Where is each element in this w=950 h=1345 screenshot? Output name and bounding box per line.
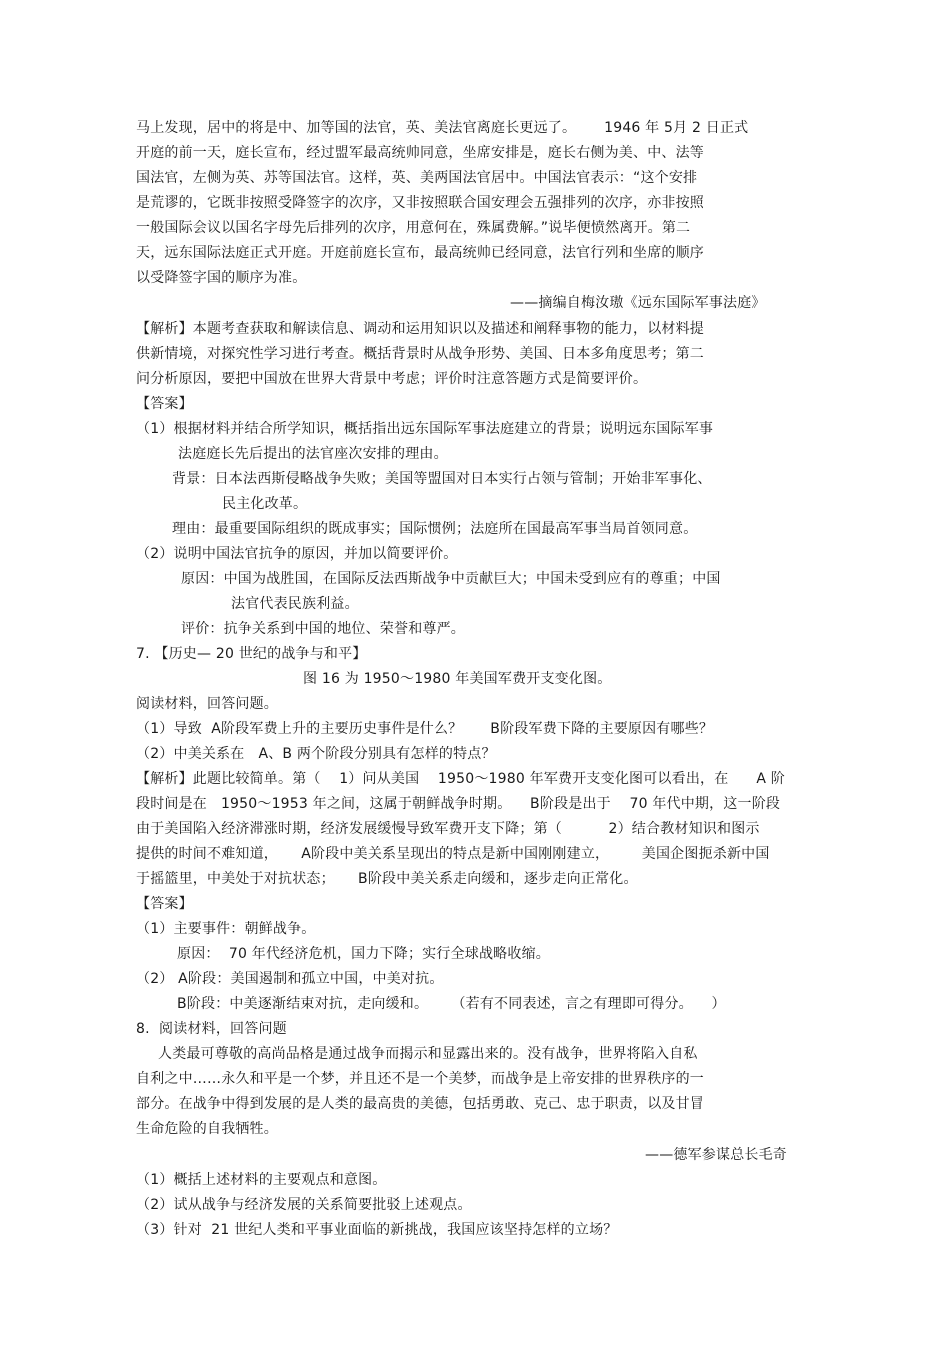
answer-line: 理由：最重要国际组织的既成事实；国际惯例；法庭所在国最高军事当局首领同意。 xyxy=(172,521,698,537)
attribution: ——摘编自梅汝璈《远东国际军事法庭》 xyxy=(510,295,766,311)
answer-line: （1）主要事件：朝鲜战争。 xyxy=(136,921,316,937)
text-line: 提供的时间不难知道， A阶段中美关系呈现出的特点是新中国刚刚建立， 美国企图扼杀新中国 xyxy=(136,846,770,862)
text-line: 段时间是在 1950～1953 年之间，这属于朝鲜战争时期。 B阶段是出于 70 年代中期，这一阶段 xyxy=(136,796,781,812)
section-label: 【答案】 xyxy=(136,396,193,412)
answer-line: 背景：日本法西斯侵略战争失败；美国等盟国对日本实行占领与管制；开始非军事化、 xyxy=(172,471,712,487)
text-line: 部分。在战争中得到发展的是人类的最高贵的美德，包括勇敢、克己、忠于职责，以及甘冒 xyxy=(136,1096,704,1112)
question-heading: 8. 阅读材料，回答问题 xyxy=(136,1021,287,1037)
text-line: 天，远东国际法庭正式开庭。开庭前庭长宣布，最高统帅已经同意，法官行列和坐席的顺序 xyxy=(136,245,704,261)
attribution: ——德军参谋总长毛奇 xyxy=(645,1147,787,1163)
text-line: 人类最可尊敬的高尚品格是通过战争而揭示和显露出来的。没有战争，世界将陷入自私 xyxy=(158,1046,698,1062)
question-line: （2）说明中国法官抗争的原因，并加以简要评价。 xyxy=(136,546,458,562)
text-line: 国法官，左侧为英、苏等国法官。这样，英、美两国法官居中。中国法官表示：“这个安排 xyxy=(136,170,698,186)
answer-line: 原因： 70 年代经济危机，国力下降；实行全球战略收缩。 xyxy=(177,946,550,962)
section-label: 【答案】 xyxy=(136,896,193,912)
answer-line: 民主化改革。 xyxy=(222,496,308,512)
text-line: 生命危险的自我牺牲。 xyxy=(136,1121,278,1137)
answer-line: 评价：抗争关系到中国的地位、荣誉和尊严。 xyxy=(181,621,465,637)
question-heading: 7. 【历史— 20 世纪的战争与和平】 xyxy=(136,646,367,662)
question-line: 法庭庭长先后提出的法官座次安排的理由。 xyxy=(178,446,448,462)
text-line: 问分析原因，要把中国放在世界大背景中考虑；评价时注意答题方式是简要评价。 xyxy=(136,371,648,387)
answer-line: B阶段：中美逐渐结束对抗，走向缓和。 （若有不同表述，言之有理即可得分。 ） xyxy=(177,996,726,1012)
answer-line: 原因：中国为战胜国，在国际反法西斯战争中贡献巨大；中国未受到应有的尊重；中国 xyxy=(181,571,721,587)
question-line: （1）导致 A阶段军费上升的主要历史事件是什么？ B阶段军费下降的主要原因有哪些？ xyxy=(136,721,714,737)
text-line: 开庭的前一天，庭长宣布，经过盟军最高统帅同意，坐席安排是，庭长右侧为美、中、法等 xyxy=(136,145,704,161)
text-line: 自利之中……永久和平是一个梦，并且还不是一个美梦，而战争是上帝安排的世界秩序的一 xyxy=(136,1071,704,1087)
question-line: （2）中美关系在 A、B 两个阶段分别具有怎样的特点？ xyxy=(136,746,496,762)
question-line: （2）试从战争与经济发展的关系简要批驳上述观点。 xyxy=(136,1197,472,1213)
text-line: 马上发现，居中的将是中、加等国的法官，英、美法官离庭长更远了。 1946 年 5月 2 日正式 xyxy=(136,120,749,136)
text-line: 【解析】此题比较简单。第（ 1）问从美国 1950～1980 年军费开支变化图可以看出，在 A 阶 xyxy=(136,771,785,787)
text-line: 以受降签字国的顺序为准。 xyxy=(136,270,307,286)
question-line: （1）概括上述材料的主要观点和意图。 xyxy=(136,1172,387,1188)
question-line: （1）根据材料并结合所学知识，概括指出远东国际军事法庭建立的背景；说明远东国际军事 xyxy=(136,421,714,437)
text-line: 【解析】本题考查获取和解读信息、调动和运用知识以及描述和阐释事物的能力，以材料提 xyxy=(136,321,704,337)
text-line: 阅读材料，回答问题。 xyxy=(136,696,278,712)
text-line: 一般国际会议以国名字母先后排列的次序，用意何在，殊属费解。”说毕便愤然离开。第二 xyxy=(136,220,691,236)
answer-line: （2） A阶段：美国遏制和孤立中国，中美对抗。 xyxy=(136,971,444,987)
text-line: 由于美国陷入经济滞涨时期，经济发展缓慢导致军费开支下降；第（ 2）结合教材知识和图示 xyxy=(136,821,760,837)
text-line: 是荒谬的，它既非按照受降签字的次序，又非按照联合国安理会五强排列的次序，亦非按照 xyxy=(136,195,704,211)
text-line: 供新情境，对探究性学习进行考查。概括背景时从战争形势、美国、日本多角度思考；第二 xyxy=(136,346,704,362)
answer-line: 法官代表民族利益。 xyxy=(231,596,359,612)
figure-caption: 图 16 为 1950～1980 年美国军费开支变化图。 xyxy=(303,671,612,687)
text-line: 于摇篮里，中美处于对抗状态； B阶段中美关系走向缓和，逐步走向正常化。 xyxy=(136,871,638,887)
question-line: （3）针对 21 世纪人类和平事业面临的新挑战，我国应该坚持怎样的立场？ xyxy=(136,1222,618,1238)
